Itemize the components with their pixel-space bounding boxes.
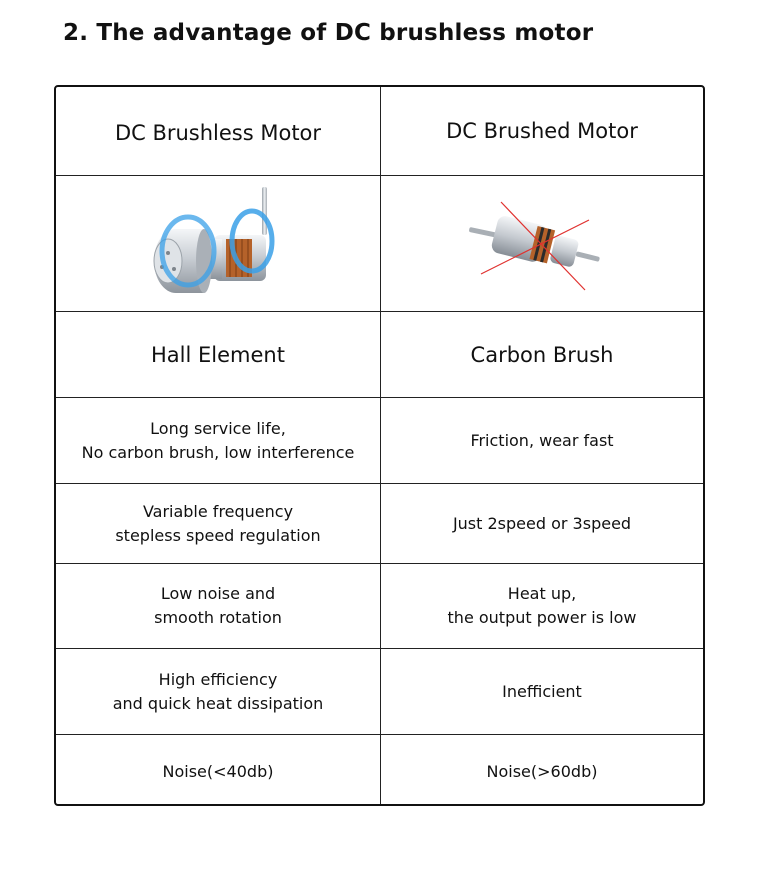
cell-text-line: Inefficient bbox=[502, 681, 582, 701]
table-cell-left bbox=[56, 735, 381, 806]
header-brushed-label: DC Brushed Motor bbox=[446, 119, 638, 143]
table-cell-left bbox=[56, 484, 381, 563]
table-cell-right bbox=[381, 649, 703, 734]
header-cell-brushed bbox=[381, 87, 703, 175]
table-cell-left bbox=[56, 398, 381, 483]
image-cell-brushless bbox=[56, 176, 381, 311]
cell-text-line: Heat up, bbox=[507, 584, 577, 603]
cell-text-line: Variable frequency bbox=[142, 501, 294, 521]
cell-text-line: stepless speed regulation bbox=[115, 525, 321, 545]
cell-text-line: the output power is low bbox=[447, 608, 637, 627]
table-row bbox=[56, 484, 703, 564]
table-row bbox=[56, 564, 703, 649]
table-row bbox=[56, 649, 703, 735]
table-header-row bbox=[56, 87, 703, 176]
table-cell-right bbox=[381, 564, 703, 648]
header-cell-brushless bbox=[56, 87, 381, 175]
cell-text-line: Friction, wear fast bbox=[470, 430, 614, 450]
component-row bbox=[56, 312, 703, 398]
page-title: 2. The advantage of DC brushless motor bbox=[63, 20, 594, 46]
cell-text-line: Long service life, bbox=[150, 418, 286, 438]
cell-text-line: Noise(<40db) bbox=[162, 761, 274, 781]
table-cell-left bbox=[56, 649, 381, 734]
cell-text-line: No carbon brush, low interference bbox=[81, 442, 355, 462]
cell-text-line: and quick heat dissipation bbox=[112, 693, 324, 713]
cell-text-line: Noise(>60db) bbox=[486, 761, 598, 781]
hall-element-label: Hall Element bbox=[151, 342, 285, 367]
table-row bbox=[56, 735, 703, 806]
cell-text-line: Just 2speed or 3speed bbox=[452, 513, 632, 533]
cell-text-line: Low noise and bbox=[160, 584, 276, 603]
table-cell-right bbox=[381, 398, 703, 483]
table-cell-left bbox=[56, 564, 381, 648]
table-cell-right bbox=[381, 735, 703, 806]
brushless-motor-icon bbox=[148, 181, 288, 307]
cell-text-line: smooth rotation bbox=[154, 608, 282, 627]
image-row bbox=[56, 176, 703, 312]
carbon-brush-label: Carbon Brush bbox=[470, 342, 614, 367]
component-cell-carbon bbox=[381, 312, 703, 397]
brushed-motor-crossed-icon bbox=[467, 194, 617, 294]
table-cell-right bbox=[381, 484, 703, 563]
image-cell-brushed bbox=[381, 176, 703, 311]
component-cell-hall bbox=[56, 312, 381, 397]
cell-text-line: High efficiency bbox=[158, 669, 278, 689]
header-brushless-label: DC Brushless Motor bbox=[114, 121, 322, 145]
table-row bbox=[56, 398, 703, 484]
comparison-table bbox=[54, 85, 705, 806]
